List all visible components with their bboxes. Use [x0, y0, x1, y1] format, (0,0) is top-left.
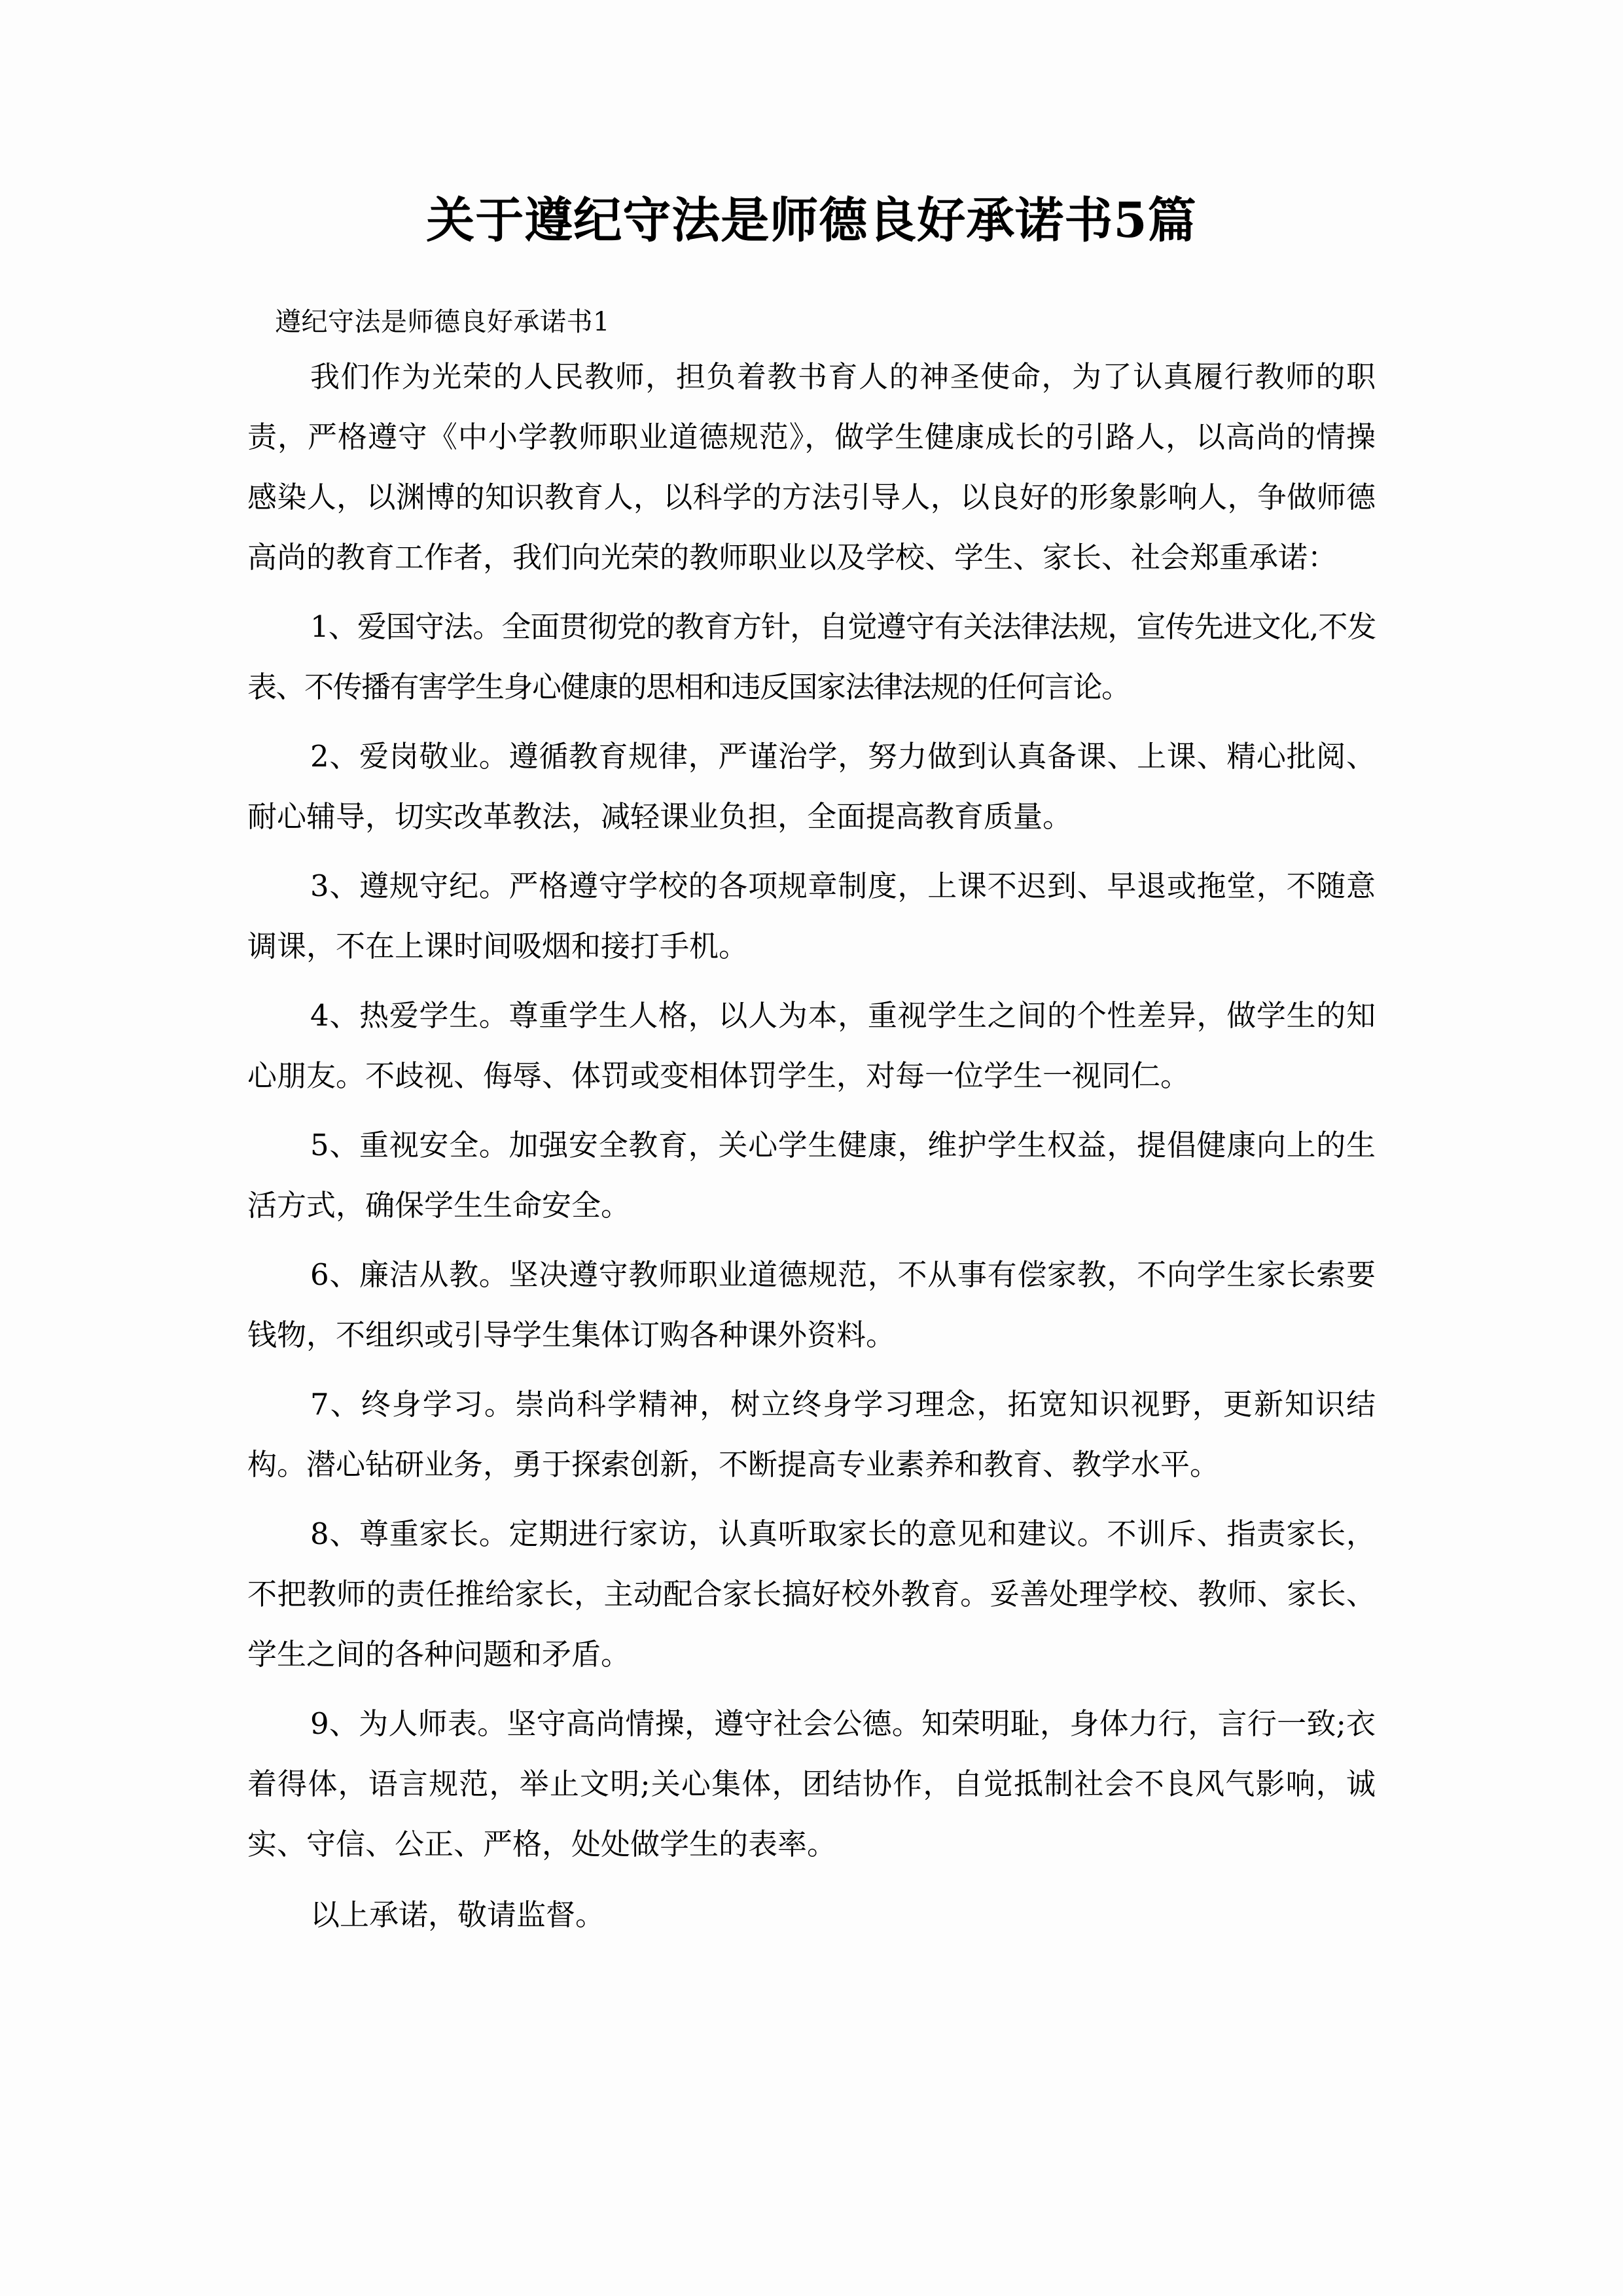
- paragraph-intro: 我们作为光荣的人民教师，担负着教书育人的神圣使命，为了认真履行教师的职责，严格遵守《中小学教师职业道德规范》，做学生健康成长的引路人，以高尚的情操感染人，以渊博的知识教育人，以科学的方法引导人，以良好的形象影响人，争做师德高尚的教育工作者，我们向光荣的教师职业以及学校、学生、家长、社会郑重承诺：: [247, 359, 1376, 575]
- paragraph-item-3: 3、遵规守纪。严格遵守学校的各项规章制度，上课不迟到、早退或拖堂，不随意调课，不在上课时间吸烟和接打手机。: [247, 869, 1376, 963]
- paragraph-item-9: 9、为人师表。坚守高尚情操，遵守社会公德。知荣明耻，身体力行，言行一致;衣着得体，语言规范，举止文明;关心集体，团结协作，自觉抵制社会不良风气影响，诚实、守信、公正、严格，处处做学生的表率。: [247, 1706, 1376, 1861]
- paragraph-item-6: 6、廉洁从教。坚决遵守教师职业道德规范，不从事有偿家教，不向学生家长索要钱物，不组织或引导学生集体订购各种课外资料。: [247, 1257, 1376, 1352]
- paragraph-item-1: 1、爱国守法。全面贯彻党的教育方针，自觉遵守有关法律法规，宣传先进文化,不发表、不传播有害学生身心健康的思相和违反国家法律法规的任何言论。: [247, 609, 1376, 704]
- paragraph-item-4: 4、热爱学生。尊重学生人格，以人为本，重视学生之间的个性差异，做学生的知心朋友。不歧视、侮辱、体罚或变相体罚学生，对每一位学生一视同仁。: [247, 998, 1376, 1093]
- section-subtitle: 遵纪守法是师德良好承诺书1: [275, 307, 610, 337]
- closing-statement: 以上承诺，敬请监督。: [310, 1897, 605, 1932]
- document-content: [247, 0, 1376, 1945]
- paragraph-item-7: 7、终身学习。崇尚科学精神，树立终身学习理念，拓宽知识视野，更新知识结构。潜心钻研业务，勇于探索创新，不断提高专业素养和教育、教学水平。: [247, 1387, 1376, 1482]
- paragraph-item-2: 2、爱岗敬业。遵循教育规律，严谨治学，努力做到认真备课、上课、精心批阅、耐心辅导，切实改革教法，减轻课业负担，全面提高教育质量。: [247, 739, 1376, 834]
- paragraph-item-5: 5、重视安全。加强安全教育，关心学生健康，维护学生权益，提倡健康向上的生活方式，确保学生生命安全。: [247, 1128, 1376, 1223]
- paragraph-item-8: 8、尊重家长。定期进行家访，认真听取家长的意见和建议。不训斥、指责家长，不把教师的责任推给家长，主动配合家长搞好校外教育。妥善处理学校、教师、家长、学生之间的各种问题和矛盾。: [247, 1516, 1376, 1672]
- page-title: 关于遵纪守法是师德良好承诺书5篇: [426, 192, 1197, 249]
